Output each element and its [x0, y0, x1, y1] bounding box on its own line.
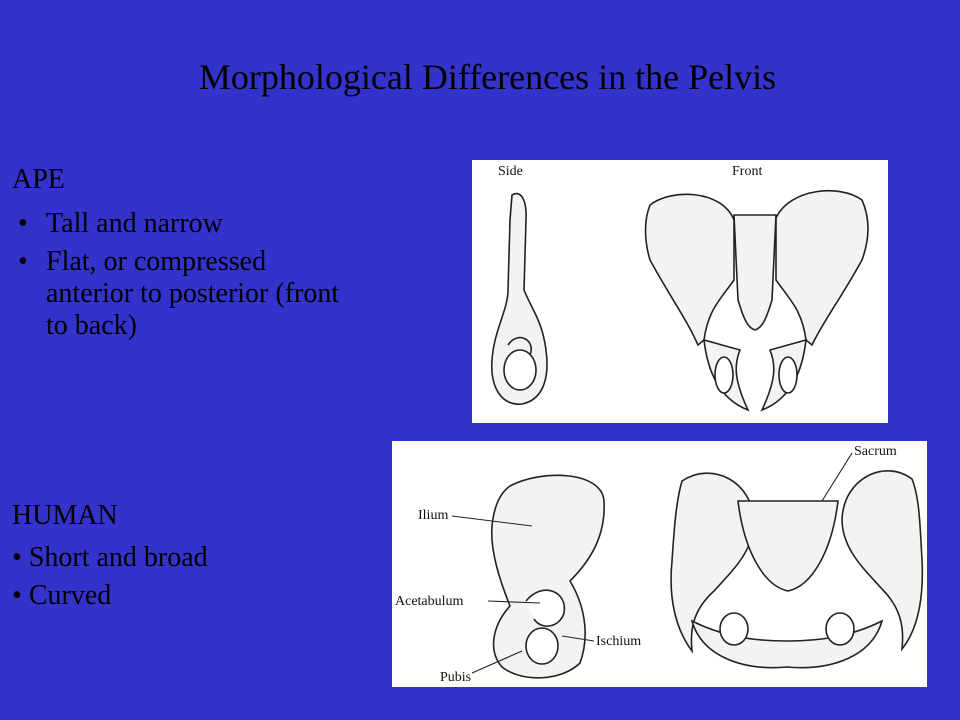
ape-pelvis-drawing [472, 160, 888, 423]
human-bullet-2 [12, 580, 382, 612]
label-side: Side [498, 164, 523, 179]
human-side-obturator [526, 628, 558, 664]
human-heading: HUMAN [12, 500, 118, 531]
bullet-dot-icon: • [18, 208, 28, 239]
human-front-right-foramen [826, 613, 854, 645]
human-front-sacrum [738, 501, 838, 591]
ape-front-right-ilium [776, 191, 868, 345]
label-front: Front [732, 164, 763, 179]
human-section [12, 500, 382, 618]
human-pelvis-drawing [392, 441, 927, 687]
bullet-dot-icon: • [12, 580, 22, 611]
ape-bullet-2 [12, 246, 352, 342]
human-bullet-2-text: Curved [28, 580, 112, 611]
label-acetabulum: Acetabulum [395, 594, 464, 609]
ape-front-left-ilium [646, 194, 735, 345]
ape-pelvis-figure [472, 160, 888, 423]
label-ischium: Ischium [596, 634, 642, 649]
label-sacrum: Sacrum [854, 444, 897, 459]
sacrum-leader-line [822, 453, 852, 501]
ape-bullet-1-text: Tall and narrow [46, 208, 223, 239]
human-front-left-foramen [720, 613, 748, 645]
bullet-dot-icon: • [12, 542, 22, 573]
ape-front-left-foramen [715, 357, 733, 393]
ape-front-sacrum [734, 215, 776, 330]
human-bullet-1 [12, 542, 382, 574]
ape-bullet-1 [12, 208, 352, 240]
slide-title: Morphological Differences in the Pelvis [198, 57, 777, 97]
ape-heading: APE [12, 164, 65, 195]
label-pubis: Pubis [440, 670, 472, 685]
ape-section [12, 164, 352, 348]
ape-bullet-2-text: Flat, or compressed anterior to posterior (front to back) [46, 246, 340, 341]
ape-side-obturator [504, 350, 536, 390]
human-bullet-1-text: Short and broad [28, 542, 208, 573]
ape-front-right-foramen [779, 357, 797, 393]
label-ilium: Ilium [418, 508, 449, 523]
human-pelvis-figure [392, 441, 927, 687]
bullet-dot-icon: • [18, 246, 28, 277]
